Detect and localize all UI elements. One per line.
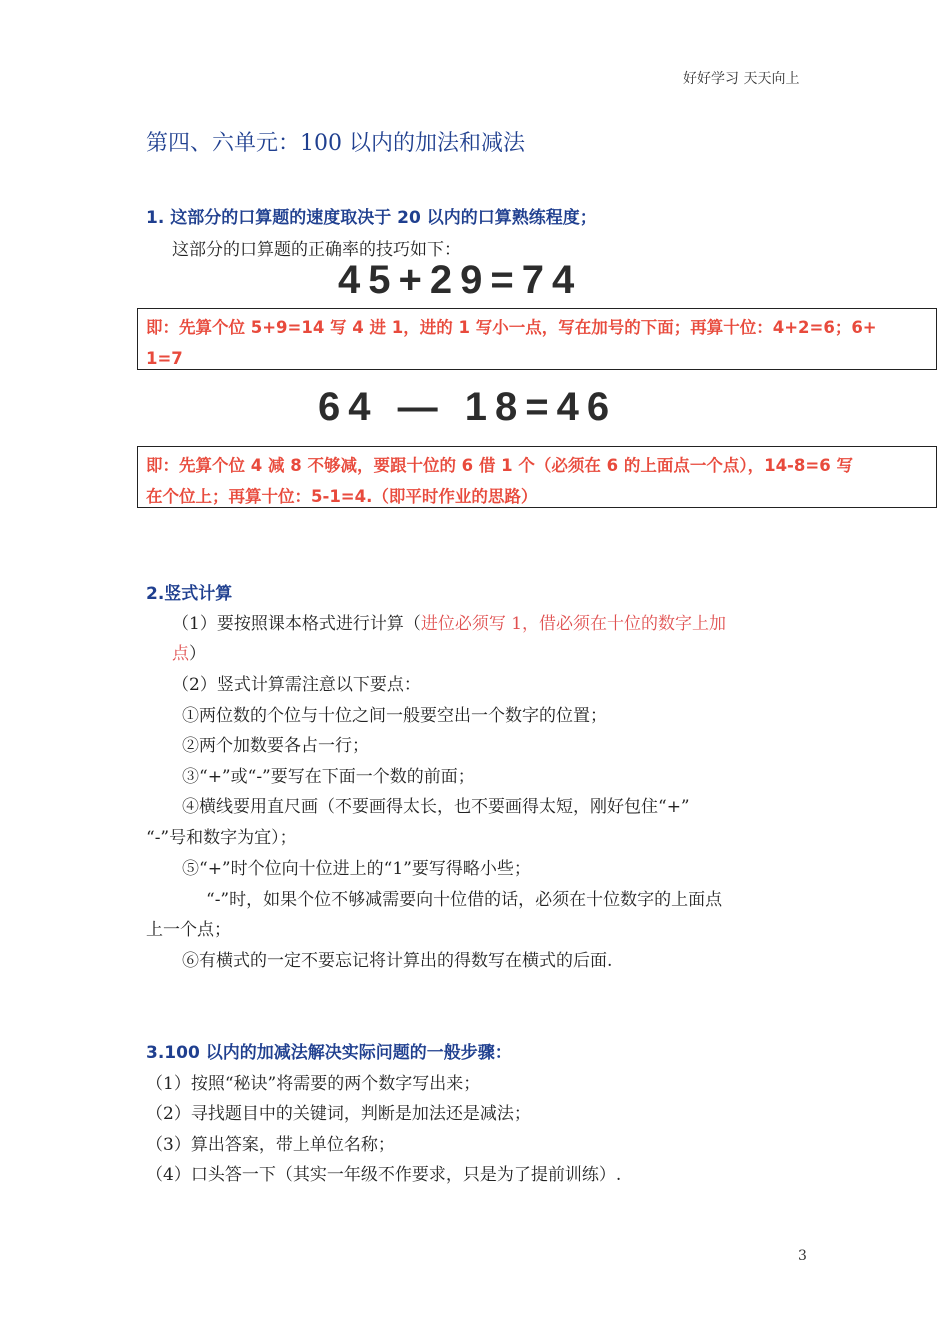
page-number: 3 bbox=[798, 1248, 807, 1264]
section1-heading: 1. 这部分的口算题的速度取决于 20 以内的口算熟练程度； bbox=[146, 208, 597, 228]
point-4-line2: “-”号和数字为宜）； bbox=[146, 828, 297, 848]
item1-red-text: 进位必须写 1，借必须在十位的数字上加 bbox=[420, 614, 727, 634]
point-2: ②两个加数要各占一行； bbox=[182, 736, 369, 756]
point-5-line3: 上一个点； bbox=[146, 920, 231, 940]
section2-item1-cont bbox=[172, 639, 206, 664]
point-3: ③“+”或“-”要写在下面一个数的前面； bbox=[182, 767, 475, 787]
section2-item1 bbox=[172, 609, 726, 634]
section2-heading: 2.竖式计算 bbox=[146, 584, 233, 604]
addition-note-box bbox=[137, 308, 937, 370]
section1-intro: 这部分的口算题的正确率的技巧如下： bbox=[172, 240, 461, 260]
step-1: （1）按照“秘诀”将需要的两个数字写出来； bbox=[146, 1074, 481, 1094]
addition-note-line2: 1=7 bbox=[146, 349, 183, 368]
step-4: （4）口头答一下（其实一年级不作要求，只是为了提前训练）. bbox=[146, 1165, 622, 1185]
point-4-line1: ④横线要用直尺画（不要画得太长，也不要画得太短，刚好包住“+” bbox=[182, 797, 690, 817]
subtraction-note-line1: 即：先算个位 4 减 8 不够减，要跟十位的 6 借 1 个（必须在 6 的上面点一个点），14-8=6 写 bbox=[146, 456, 853, 475]
subtraction-note-box bbox=[137, 446, 937, 508]
item1-suffix: ） bbox=[189, 644, 206, 664]
addition-note-line1: 即：先算个位 5+9=14 写 4 进 1，进的 1 写小一点，写在加号的下面；再算十位：4+2=6；6+ bbox=[146, 318, 877, 337]
point-6: ⑥有横式的一定不要忘记将计算出的得数写在横式的后面. bbox=[182, 951, 613, 971]
addition-equation: 45+29=74 bbox=[338, 258, 583, 302]
point-5-line2: “-”时，如果个位不够减需要向十位借的话，必须在十位数字的上面点 bbox=[206, 890, 723, 910]
page-header: 好好学习 天天向上 bbox=[683, 71, 800, 87]
section2-item2: （2）竖式计算需注意以下要点： bbox=[172, 675, 421, 695]
step-3: （3）算出答案，带上单位名称； bbox=[146, 1135, 395, 1155]
point-1: ①两位数的个位与十位之间一般要空出一个数字的位置； bbox=[182, 706, 607, 726]
step-2: （2）寻找题目中的关键词，判断是加法还是减法； bbox=[146, 1104, 531, 1124]
point-5-line1: ⑤“+”时个位向十位进上的“1”要写得略小些； bbox=[182, 859, 531, 879]
item1-prefix: （1）要按照课本格式进行计算（ bbox=[172, 614, 421, 634]
subtraction-equation: 64 — 18=46 bbox=[318, 385, 618, 429]
page-title: 第四、六单元：100 以内的加法和减法 bbox=[146, 131, 525, 156]
section3-heading: 3.100 以内的加减法解决实际问题的一般步骤： bbox=[146, 1043, 512, 1063]
subtraction-note-line2: 在个位上；再算十位：5-1=4.（即平时作业的思路） bbox=[146, 487, 538, 506]
item1-red-text2: 点 bbox=[172, 644, 189, 664]
